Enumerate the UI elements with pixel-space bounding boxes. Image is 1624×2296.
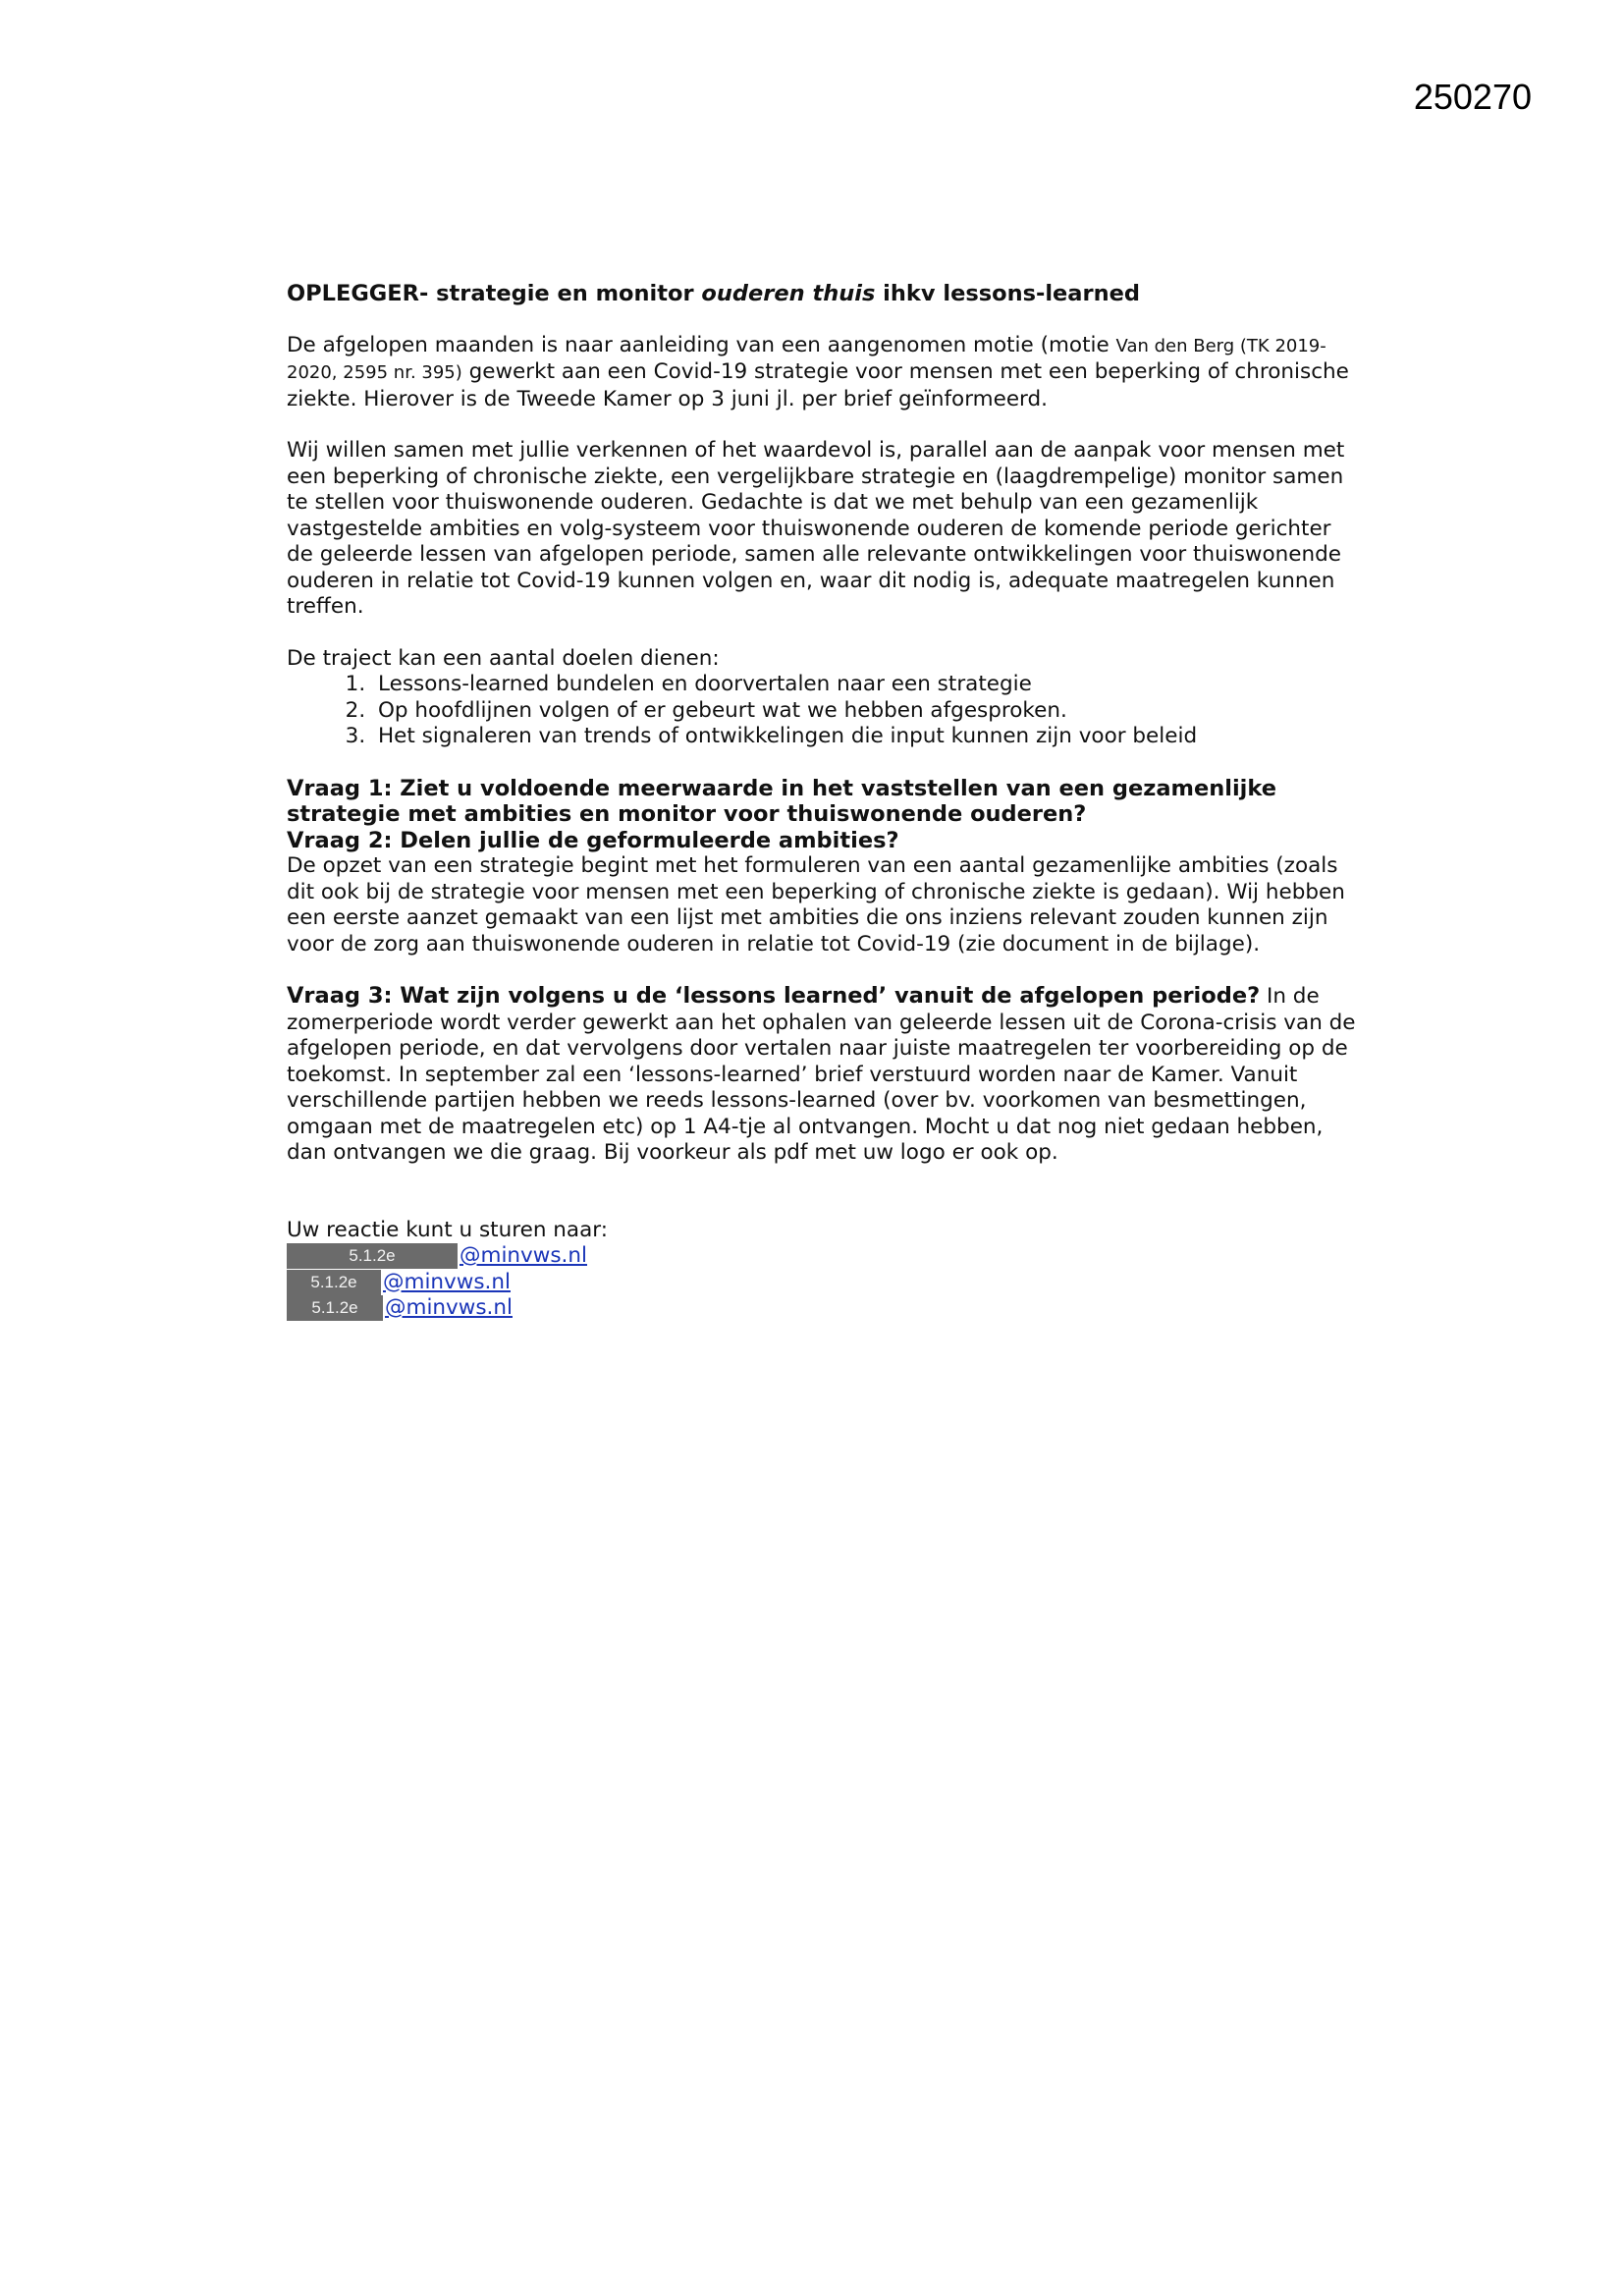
contact-entry: [287, 1243, 1357, 1270]
question-3-text: In de zomerperiode wordt verder gewerkt aan het ophalen van geleerde lessen uit de Corona-crisis van de afgelopen periode, en dat vervolgens door vertalen naar juiste maatregelen ter voorbereiding op de toekomst. In september zal een ‘lessons-learned’ brief verstuurd worden naar de Kamer. Vanuit verschillende partijen hebben we reeds lessons-learned (over bv. voorkomen van besmettingen, omgaan met de maatregelen etc) op 1 A4-tje al ontvangen. Mocht u dat nog niet gedaan hebben, dan ontvangen we die graag. Bij voorkeur als pdf met uw logo er ook op.: [287, 984, 1356, 1165]
motion-reference: Van den Berg (TK 2019-2020, 2595 nr. 395): [287, 335, 1326, 383]
intro-paragraph: [287, 333, 1357, 413]
goals-intro: De traject kan een aantal doelen dienen:: [287, 645, 720, 671]
intro-text-start: De afgelopen maanden is naar aanleiding van een aangenomen motie (motie: [287, 332, 1116, 357]
list-item: 3. Het signaleren van trends of ontwikkelingen die input kunnen zijn voor beleid: [372, 724, 1357, 750]
exploration-paragraph: Wij willen samen met jullie verkennen of het waardevol is, parallel aan de aanpak voor mensen met een beperking of chronische ziekte, een vergelijkbare strategie en (laagdrempelige) monitor samen te stellen voor thuiswonende ouderen. Gedachte is dat we met behulp van een gezamenlijk vastgestelde ambities en volg-systeem voor thuiswonende ouderen de komende periode gerichter de geleerde lessen van afgelopen periode, samen alle relevante ontwikkelingen voor thuiswonende ouderen in relatie tot Covid-19 kunnen volgen en, waar dit nodig is, adequate maatregelen kunnen treffen.: [287, 438, 1345, 619]
contact-entry: [287, 1295, 1357, 1322]
question-3-paragraph: [287, 983, 1357, 1167]
title-suffix: ihkv lessons-learned: [875, 281, 1140, 306]
title-emphasis: ouderen thuis: [701, 281, 876, 306]
redaction-block: 5.1.2e: [287, 1243, 458, 1269]
contact-entry: [287, 1270, 1357, 1296]
question-2: Vraag 2: Delen jullie de geformuleerde ambities?: [287, 827, 899, 853]
question-2-text: De opzet van een strategie begint met het formuleren van een aantal gezamenlijke ambities (zoals dit ook bij de strategie voor mensen met een beperking of chronische ziekte is gedaan). Wij hebben een eerste aanzet gemaakt van een lijst met ambities die ons inziens relevant zouden kunnen zijn voor de zorg aan thuiswonende ouderen in relatie tot Covid-19 (zie document in de bijlage).: [287, 853, 1345, 957]
email-link[interactable]: @minvws.nl: [385, 1295, 513, 1320]
question-3: Vraag 3: Wat zijn volgens u de ‘lessons learned’ vanuit de afgelopen periode?: [287, 983, 1261, 1009]
intro-text-end: gewerkt aan een Covid-19 strategie voor mensen met een beperking of chronische ziekte. Hierover is de Tweede Kamer op 3 juni jl. per brief geïnformeerd.: [287, 359, 1349, 411]
goals-list: [287, 672, 1357, 750]
letter-body: [287, 281, 1357, 1322]
list-item: 2. Op hoofdlijnen volgen of er gebeurt wat we hebben afgesproken.: [372, 698, 1357, 725]
document-number: 250270: [1413, 77, 1532, 117]
contact-intro: Uw reactie kunt u sturen naar:: [287, 1217, 608, 1242]
redaction-block: 5.1.2e: [287, 1270, 381, 1295]
email-link[interactable]: @minvws.nl: [460, 1243, 587, 1268]
title-oplegger: OPLEGGER: [287, 281, 419, 306]
redaction-block: 5.1.2e: [287, 1295, 383, 1321]
question-1: Vraag 1: Ziet u voldoende meerwaarde in het vaststellen van een gezamenlijke strategie met ambities en monitor voor thuiswonende ouderen?: [287, 775, 1276, 827]
document-title: [287, 281, 1357, 307]
title-subject: - strategie en monitor: [418, 281, 702, 306]
email-link[interactable]: @minvws.nl: [383, 1269, 511, 1294]
list-item: 1. Lessons-learned bundelen en doorvertalen naar een strategie: [372, 672, 1357, 698]
